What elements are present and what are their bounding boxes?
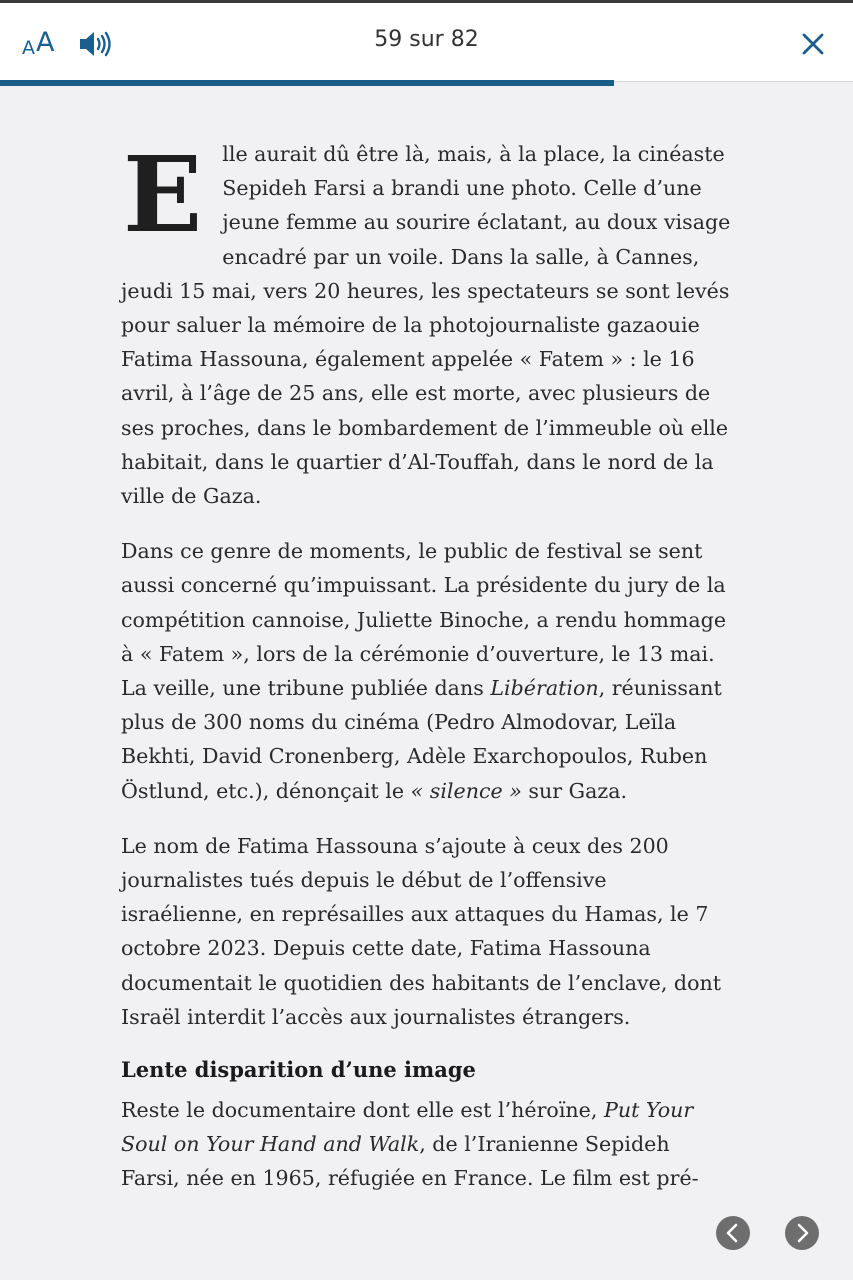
paragraph-3: Le nom de Fatima Hassouna s’ajoute à ceux des 200 journalistes tués depuis le début de l’offensive israélienne, en représailles aux attaques du Hamas, le 7 octobre 2023. Depuis cette date, Fatima Hassouna documentait le quotidien des habitants de l’enclave, dont Israël interdit l’accès aux journalistes étrangers. [121, 833, 722, 1029]
paragraph-4-text-a: Reste le documentaire dont elle est l’héroïne, [121, 1098, 604, 1123]
section-subheading: Lente disparition d’une image [121, 1057, 476, 1083]
paragraph-1 [121, 133, 733, 513]
font-size-big-glyph: A [36, 27, 55, 58]
article-body [121, 133, 733, 1217]
paragraph-2-text-b: , réunissant plus de 300 noms du cinéma (Pedro Almodovar, Leïla Bekhti, David Cronenberg, Adèle Exarchopoulos, Ruben Östlund, etc.), dénonçait le [121, 676, 722, 803]
drop-cap: E [123, 133, 203, 256]
reading-progress-bar [0, 80, 853, 86]
reader-toolbar [0, 3, 853, 82]
paragraph-2 [121, 534, 733, 808]
paragraph-1-text: lle aurait dû être là, mais, à la place, la cinéaste Sepideh Farsi a brandi une photo. Celle d’une jeune femme au sourire éclatant, au doux visage encadré par un voile. Dans la salle, à Cannes, jeudi 15 mai, vers 20 heures, les spectateurs se sont levés pour saluer la mémoire de la photojournaliste gazaouie Fatima Hassouna, également appelée « Fatem » : le 16 avril, à l’âge de 25 ans, elle est morte, avec plusieurs de ses proches, dans le bombardement de l’immeuble où elle habitait, dans le quartier d’Al-Touffah, dans le nord de la ville de Gaza. [121, 142, 731, 509]
paragraph-4-text-b: , de l’Iranienne Sepideh Farsi, née en 1965, réfugiée en France. Le film est pré- [121, 1132, 699, 1191]
chevron-right-icon[interactable] [785, 1216, 819, 1250]
chevron-left-icon[interactable] [716, 1216, 750, 1250]
film-title: Put Your Soul on Your Hand and Walk [121, 1098, 694, 1157]
publication-name: Libération [490, 676, 599, 701]
page-indicator: 59 sur 82 [374, 27, 479, 52]
font-size-small-glyph: A [22, 37, 35, 59]
paragraph-4 [121, 1093, 733, 1196]
reading-progress-fill [0, 80, 614, 86]
paragraph-2-text-c: sur Gaza. [521, 778, 628, 803]
paragraph-2-text-a: Dans ce genre de moments, le public de festival se sent aussi concerné qu’impuissant. La présidente du jury de la compétition cannoise, Juliette Binoche, a rendu hommage à « Fatem », lors de la cérémonie d’ouverture, le 13 mai. La veille, une tribune publiée dans [121, 539, 727, 701]
close-icon[interactable] [799, 30, 827, 58]
quoted-word: « silence » [410, 778, 522, 803]
